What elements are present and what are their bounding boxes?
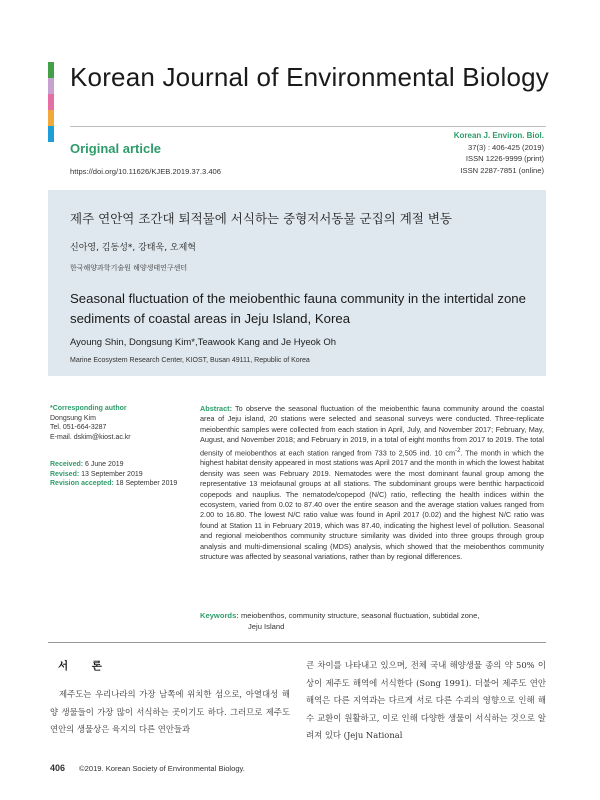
copyright: ©2019. Korean Society of Environmental Biology.	[79, 764, 245, 773]
article-type: Original article	[70, 141, 162, 156]
accepted-label: Revision accepted:	[50, 480, 114, 487]
body-column-left: 제주도는 우리나라의 가장 남쪽에 위치한 섬으로, 아열대성 해양 생물들이 가장 많이 서식하는 곳이기도 하다. 그러므로 제주도 연안의 생물상은 육지의 다른 연안들과	[50, 689, 290, 734]
section-heading-introduction: 서 론	[58, 660, 112, 672]
korean-authors: 신아영, 김동성*, 강태욱, 오제혁	[70, 243, 196, 253]
abstract-text-part2: . The month in which the highest habitat density appeared in most stations was April 2017 and the month in which the lowest habitat density was seen was February 2019. Nematodes were the most dominant faunal group among the representative 13 meiofaunal groups at all stations. The subdominant groups were benthic harpacticoid copepods and nauplius. The nematode/copepod (N/C) ratio, reflecting the health indices within the ecosystem, varied from 0.02 to 87.40 over the entire season and the average station values ranged from 2.00 to 16.80. The lowest N/C ratio value was found in April 2017 (0.02) and the highest N/C ratio was found at Station 11 in February 2019, which was 87.40, indicating the highest level of pollution. Seasonal and regional meiobenthos community structure similarity was divided into three groups through group analysis and multi-dimensional scaling (MDS) analysis, which showed that the meiobenthos community structure was affected by seasonal variations, rather than by regional differences.	[200, 448, 544, 562]
color-bar-segment	[48, 62, 54, 78]
citation-info	[454, 130, 544, 176]
issn-print: ISSN 1226-9999 (print)	[465, 154, 544, 163]
journal-title: Korean Journal of Environmental Biology	[70, 62, 549, 92]
korean-affiliation: 한국해양과학기술원 해양생태연구센터	[70, 264, 188, 272]
header-divider	[70, 126, 546, 127]
english-authors: Ayoung Shin, Dongsung Kim*,Teawook Kang and Je Hyeok Oh	[70, 337, 336, 348]
color-bar-segment	[48, 126, 54, 142]
received-date	[50, 460, 190, 470]
revised-label: Revised:	[50, 470, 80, 478]
revised-value: 13 September 2019	[79, 470, 143, 478]
accepted-date	[50, 479, 190, 489]
received-value: 6 June 2019	[83, 461, 124, 468]
issn-online: ISSN 2287-7851 (online)	[460, 165, 544, 175]
revised-date	[50, 470, 190, 480]
color-bar-segment	[48, 110, 54, 126]
corresponding-author-tel: Tel. 051-664-3287	[50, 424, 107, 431]
article-dates	[50, 460, 190, 489]
corresponding-author-email[interactable]: E-mail. dskim@kiost.ac.kr	[50, 433, 131, 441]
journal-abbrev: Korean J. Environ. Biol.	[453, 131, 544, 140]
color-bar-segment	[48, 78, 54, 94]
abstract-label: Abstract:	[200, 404, 233, 413]
corresponding-author-label: *Corresponding author	[50, 405, 127, 412]
english-title: Seasonal fluctuation of the meiobenthic fauna community in the intertidal zone sediments of coastal areas in Jeju Island, Korea	[70, 291, 526, 326]
english-affiliation: Marine Ecosystem Research Center, KIOST, Busan 49111, Republic of Korea	[70, 357, 310, 364]
abstract-text-part1: To observe the seasonal fluctuation of the meiobenthic fauna community around the coastal area of Jeju island, 20 stations were selected and seasonal surveys were conducted. Three-replicate meiobenthic samples were collected from each station in April, July, and November 2017; February, May, August, and November 2018; and February in 2019, in a total of eight months from 2017 to 2019. The total density of meiobenthos at each station ranged from 733 to 2,505 ind. 10 cm	[200, 404, 544, 458]
received-label: Received:	[50, 461, 84, 468]
journal-color-bar	[48, 62, 54, 142]
keywords-line1: meiobenthos, community structure, seasonal fluctuation, subtidal zone,	[238, 611, 480, 620]
abstract	[200, 404, 544, 563]
page-footer	[50, 763, 245, 773]
volume-pages: 37(3) : 406-425 (2019)	[468, 142, 544, 152]
korean-title: 제주 연안역 조간대 퇴적물에 서식하는 중형저서동물 군집의 계절 변동	[70, 211, 452, 226]
keywords-line2: Jeju Island	[248, 622, 285, 631]
body-column-right: 큰 차이를 나타내고 있으며, 전체 국내 해양생물 종의 약 50% 이상이 제주도 해역에 서식한다 (Song 1991). 더불어 제주도 연안 해역은 다른 지역과는 다르게 서로 다른 수괴의 영향으로 인해 해수 교환이 원활하고, 이로 인해 다양한 생물이 서식하는 것으로 알려져 있다 (Jeju National	[306, 660, 546, 740]
abstract-superscript: -2	[455, 446, 461, 454]
section-divider	[48, 642, 546, 643]
article-sidebar	[50, 404, 190, 489]
color-bar-segment	[48, 94, 54, 110]
keywords	[200, 610, 544, 632]
accepted-value: 18 September 2019	[113, 480, 178, 487]
keywords-label: Keywords:	[200, 611, 239, 620]
doi-link[interactable]: https://doi.org/10.11626/KJEB.2019.37.3.406	[70, 167, 222, 176]
corresponding-author-name: Dongsung Kim	[50, 414, 96, 422]
page-number: 406	[50, 763, 66, 773]
